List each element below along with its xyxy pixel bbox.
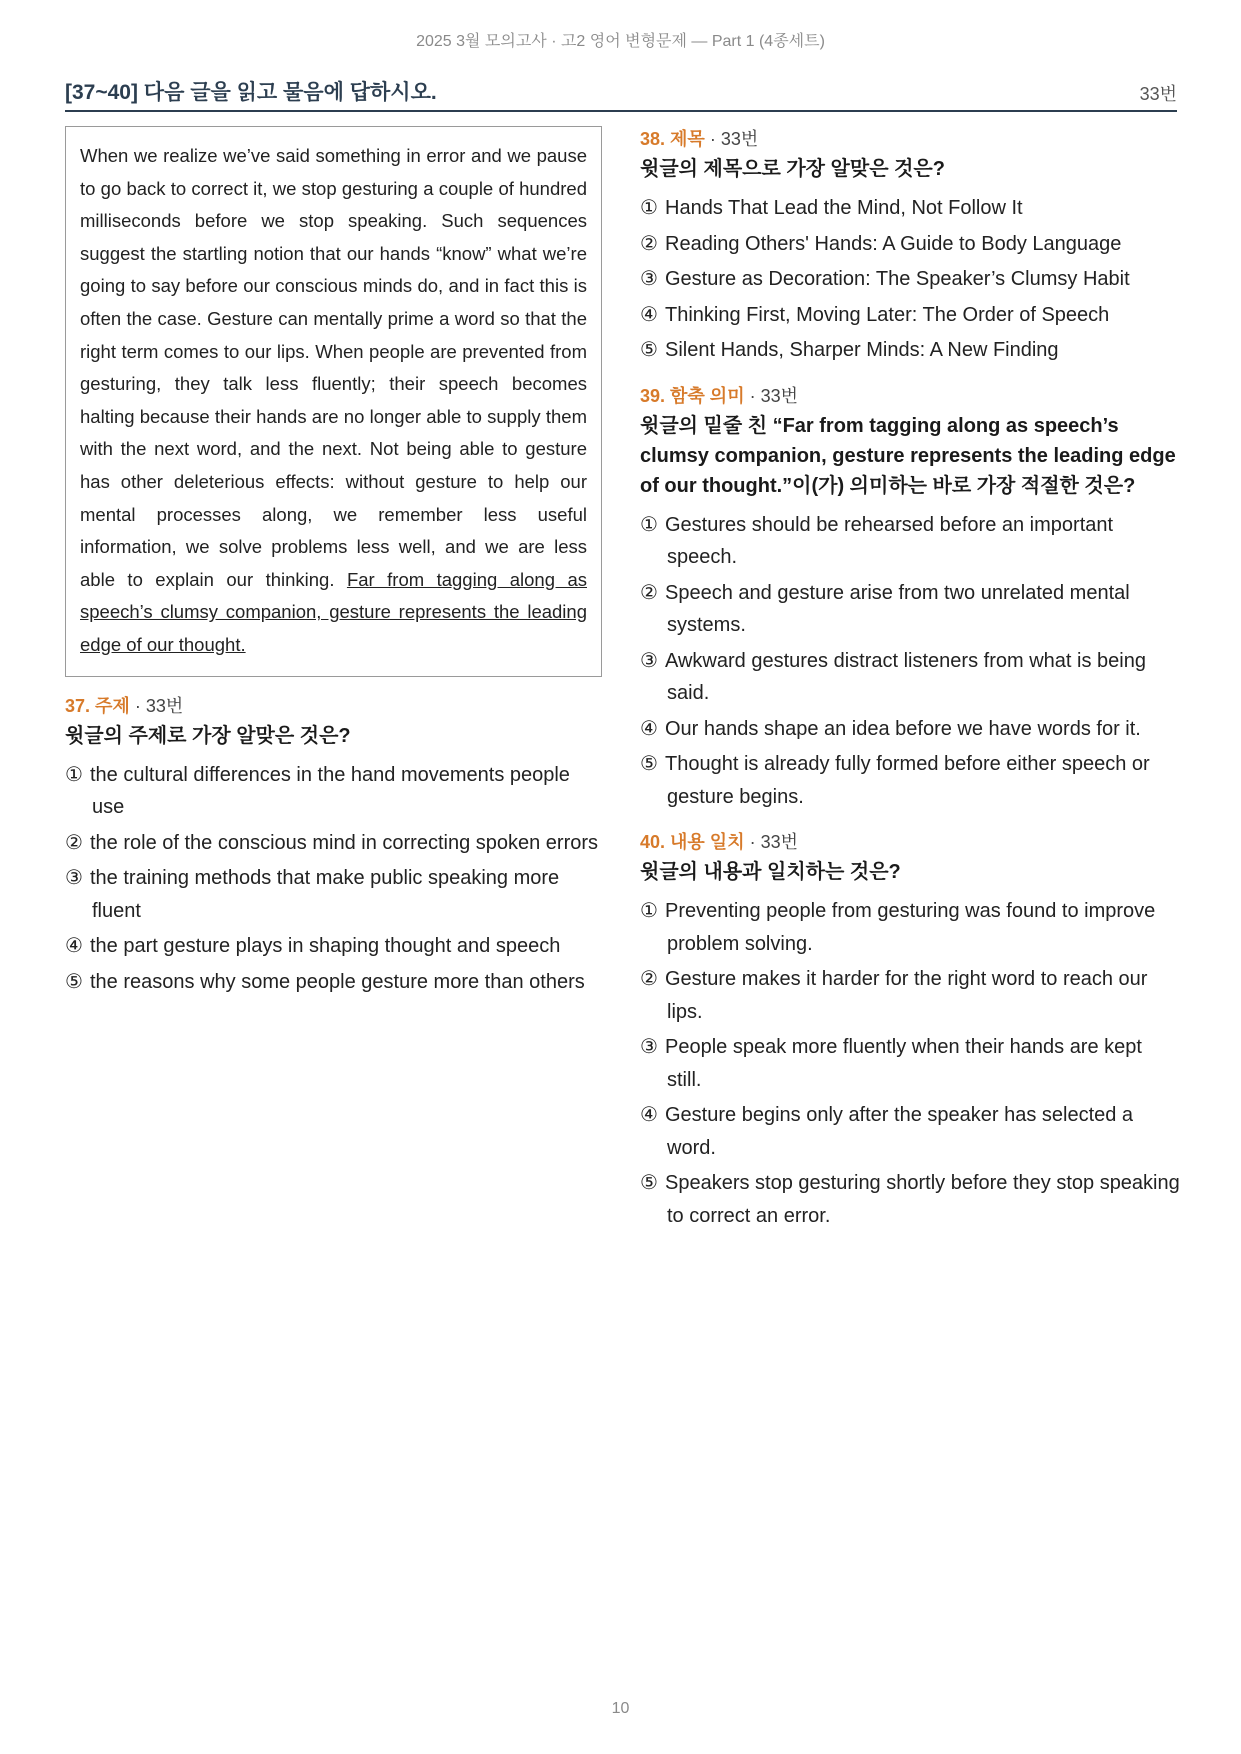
option-text: Speech and gesture arise from two unrelated mental systems. <box>665 581 1130 636</box>
answer-option <box>65 966 605 999</box>
option-marker: ③ <box>640 1036 658 1058</box>
option-marker: ⑤ <box>640 1172 658 1194</box>
option-marker: ③ <box>640 268 658 290</box>
answer-option <box>640 963 1180 1028</box>
option-text: the training methods that make public speaking more fluent <box>90 867 560 922</box>
option-marker: ④ <box>640 717 658 740</box>
option-marker: ④ <box>640 1104 658 1126</box>
option-text: Thought is already fully formed before either speech or gesture begins. <box>665 753 1150 808</box>
answer-option <box>65 759 605 824</box>
answer-option <box>640 334 1180 367</box>
question-tag <box>65 693 605 719</box>
running-header: 2025 3월 모의고사 · 고2 영어 변형문제 — Part 1 (4종세트) <box>416 33 825 50</box>
option-marker: ② <box>65 831 83 854</box>
section-title: [37~40] 다음 글을 읽고 물음에 답하시오. <box>65 81 437 104</box>
option-text: Gesture makes it harder for the right word to reach our lips. <box>665 968 1148 1023</box>
separator-dot: · <box>749 385 756 406</box>
option-marker: ④ <box>640 303 658 326</box>
passage-text: When we realize we’ve said something in error and we pause to go back to correct it, we stop gesturing a couple of hundred milliseconds before we stop speaking. Such sequences suggest the startling notion that our hands “know” what we’re going to say before our conscious minds do, and in fact this is often the case. Gesture can mentally prime a word so that the right term comes to our lips. When people are prevented from gesturing, they talk less fluently; their speech becomes halting because their hands are no longer able to supply them with the next word, and the next. Not being able to gesture has other deleterious effects: without gesture to help our mental processes along, we remember less useful information, we solve problems less well, and we are less able to explain our thinking. <box>80 145 587 590</box>
right-column <box>640 126 1180 1235</box>
option-marker: ① <box>65 763 83 786</box>
question-source: 33번 <box>145 695 184 716</box>
question-source: 33번 <box>720 129 759 149</box>
answer-options <box>640 895 1180 1232</box>
option-text: Awkward gestures distract listeners from what is being said. <box>665 649 1146 704</box>
answer-option <box>640 1099 1180 1164</box>
answer-option <box>640 228 1180 261</box>
answer-options <box>640 192 1180 367</box>
question-q38 <box>640 126 1180 367</box>
answer-option <box>640 509 1180 574</box>
answer-option <box>65 862 605 927</box>
option-text: the part gesture plays in shaping thought and speech <box>90 935 561 957</box>
option-marker: ① <box>640 513 658 536</box>
option-text: Thinking First, Moving Later: The Order of Speech <box>665 303 1110 326</box>
option-marker: ③ <box>640 649 658 672</box>
option-text: Hands That Lead the Mind, Not Follow It <box>665 197 1023 219</box>
passage-box <box>65 126 602 677</box>
answer-option <box>640 713 1180 746</box>
option-marker: ⑤ <box>640 753 658 775</box>
question-prompt: 윗글의 주제로 가장 알맞은 것은? <box>65 724 351 747</box>
question-prompt: 윗글의 밑줄 친 “Far from tagging along as speech’s clumsy companion, gesture represents the leading edge of our thought.”이(가) 의미하는 바로 가장 적절한 것은? <box>640 414 1176 497</box>
answer-option <box>640 577 1180 642</box>
answer-option <box>640 748 1180 813</box>
option-marker: ③ <box>65 867 83 889</box>
option-text: Gestures should be rehearsed before an important speech. <box>665 513 1114 568</box>
option-text: the reasons why some people gesture more than others <box>90 970 585 993</box>
answer-option <box>640 299 1180 332</box>
option-text: the role of the conscious mind in correcting spoken errors <box>90 831 599 854</box>
question-prompt: 윗글의 제목으로 가장 알맞은 것은? <box>640 158 945 180</box>
separator-dot: · <box>134 695 141 716</box>
answer-option <box>65 930 605 963</box>
section-header <box>65 74 1177 112</box>
option-marker: ① <box>640 900 658 922</box>
underlined-sentence: Far from tagging along as speech’s clumsy companion, gesture represents the leading edge of our thought. <box>80 568 587 655</box>
left-column <box>65 126 605 1001</box>
question-label: 39. 함축 의미 <box>640 385 745 406</box>
separator-dot: · <box>749 832 756 852</box>
question-prompt: 윗글의 내용과 일치하는 것은? <box>640 861 901 883</box>
option-marker: ⑤ <box>65 970 83 993</box>
answer-option <box>640 192 1180 225</box>
question-q37 <box>65 693 605 999</box>
answer-option <box>640 1031 1180 1096</box>
answer-option <box>65 827 605 860</box>
option-marker: ② <box>640 581 658 604</box>
answer-option <box>640 263 1180 296</box>
option-marker: ④ <box>65 935 83 957</box>
question-q40 <box>640 829 1180 1232</box>
question-tag <box>640 383 1180 409</box>
left-questions <box>65 693 605 999</box>
question-label: 38. 제목 <box>640 129 705 149</box>
option-text: Gesture as Decoration: The Speaker’s Clumsy Habit <box>665 268 1130 290</box>
question-source: 33번 <box>760 385 799 406</box>
option-text: Gesture begins only after the speaker has selected a word. <box>665 1104 1134 1159</box>
separator-dot: · <box>709 129 716 149</box>
answer-option <box>640 895 1180 960</box>
option-text: People speak more fluently when their hands are kept still. <box>665 1036 1142 1091</box>
option-text: Speakers stop gesturing shortly before they stop speaking to correct an error. <box>665 1172 1180 1227</box>
answer-options <box>65 759 605 999</box>
option-marker: ① <box>640 197 658 219</box>
question-label: 40. 내용 일치 <box>640 832 745 852</box>
option-text: Preventing people from gesturing was found to improve problem solving. <box>665 900 1156 955</box>
question-label: 37. 주제 <box>65 695 130 716</box>
option-marker: ② <box>640 968 658 990</box>
option-text: the cultural differences in the hand movements people use <box>90 763 570 818</box>
answer-option <box>640 1167 1180 1232</box>
question-tag <box>640 126 1180 152</box>
page-number: 10 <box>611 1700 630 1717</box>
question-q39 <box>640 383 1180 814</box>
question-source: 33번 <box>760 832 799 852</box>
option-text: Silent Hands, Sharper Minds: A New Finding <box>665 339 1059 361</box>
option-marker: ⑤ <box>640 339 658 361</box>
section-number: 33번 <box>1139 84 1177 104</box>
option-marker: ② <box>640 232 658 255</box>
option-text: Reading Others' Hands: A Guide to Body Language <box>665 232 1122 255</box>
answer-options <box>640 509 1180 814</box>
answer-option <box>640 645 1180 710</box>
option-text: Our hands shape an idea before we have words for it. <box>665 717 1141 740</box>
question-tag <box>640 829 1180 855</box>
